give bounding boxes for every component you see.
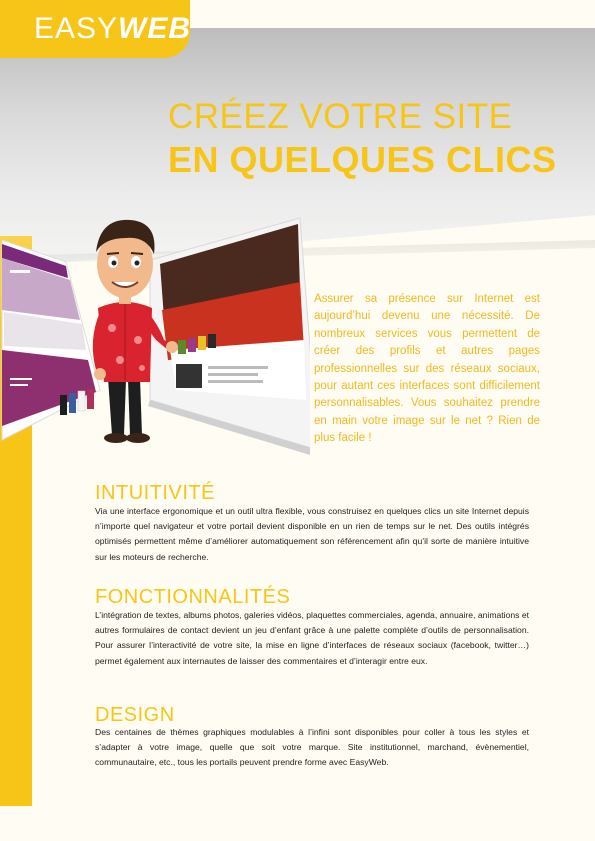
easyweb-logo: EASYWEB <box>34 12 192 45</box>
section-title-intuitivite: INTUITIVITÉ <box>95 482 215 504</box>
illustration-character-screens <box>0 200 310 460</box>
section-body-intuitivite: Via une interface ergonomique et un outil ultra flexible, vous construisez en quelques clics un site Internet depuis n’importe quel navigateur et votre portail devient disponible en un rien de temps sur le net. Des outils intégrés optimisés permettent même d’améliorer automatiquement son référencement afin qu’il sorte de manière intuitive sur les moteurs de recherche. <box>95 506 529 562</box>
headline-line1: CRÉEZ VOTRE SITE <box>168 97 513 136</box>
section-title-design: DESIGN <box>95 704 175 726</box>
intro-paragraph: Assurer sa présence sur Internet est aujourd’hui devenu une nécessité. De nombreux services vous permettent de créer des profils et autres pages professionnelles sur des réseaux sociaux, pour autant ces interfaces sont difficilement personnalisables. Vous souhaitez prendre en main votre image sur le net ? Rien de plus facile ! <box>314 293 540 445</box>
section-body-design: Des centaines de thèmes graphiques modulables à l’infini sont disponibles pour coller à tous les styles et s’adapter à votre image, quelle que soit votre marque. Site institutionnel, marchand, évènementiel, communautaire, etc., tous les portails peuvent prendre forme avec EasyWeb. <box>95 727 529 768</box>
headline-line2: EN QUELQUES CLICS <box>168 139 557 180</box>
logo-tab <box>0 0 190 58</box>
section-title-fonctionnalites: FONCTIONNALITÉS <box>95 586 291 608</box>
website-mockup-left <box>2 240 100 440</box>
website-mockup-right <box>148 218 310 455</box>
section-body-fonctionnalites: L’intégration de textes, albums photos, galeries vidéos, plaquettes commerciales, agenda, annuaire, animations et autres formulaires de contact devient un jeu d’enfant grâce à une palette complète d’outils de personnalisation. Pour assurer l’interactivité de votre site, la mise en ligne d’interfaces de réseaux sociaux (facebook, twitter…) permet également aux internautes de laisser des commentaires et d’interagir entre eux. <box>95 610 529 666</box>
